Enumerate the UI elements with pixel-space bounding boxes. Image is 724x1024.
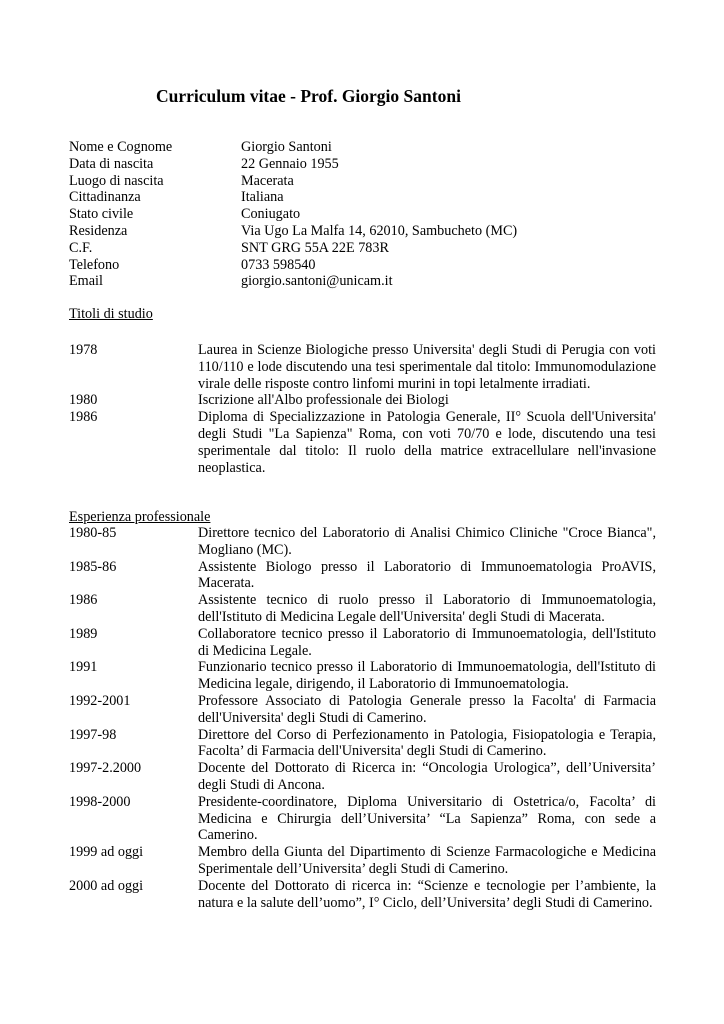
entry-text: Direttore tecnico del Laboratorio di Analisi Chimico Cliniche "Croce Bianca", Mogliano (MC). (198, 525, 656, 558)
entry-text: Laurea in Scienze Biologiche presso Universita' degli Studi di Perugia con voti 110/110 e lode discutendo una tesi sperimentale dal titolo: Immunomodulazione virale delle risposte contro linfomi murini in topi letalmente irradiati. (198, 342, 656, 392)
entry-text: Collaboratore tecnico presso il Laboratorio di Immunoematologia, dell'Istituto di Medicina Legale. (198, 625, 656, 659)
entry-year: 1989 (69, 625, 98, 642)
esperienza-entry (69, 794, 656, 844)
entry-year: 1986 (69, 592, 98, 609)
entry-year: 1985-86 (69, 558, 117, 575)
personal-value: Via Ugo La Malfa 14, 62010, Sambucheto (MC) (241, 222, 518, 239)
personal-value: Coniugato (241, 206, 301, 223)
titoli-section (69, 342, 656, 476)
entry-text: Docente del Dottorato di Ricerca in: “Oncologia Urologica”, dell’Universita’ degli Studi di Ancona. (198, 760, 656, 793)
esperienza-heading: Esperienza professionale (69, 509, 211, 525)
entry-text: Diploma di Specializzazione in Patologia Generale, II° Scuola dell'Universita' degli Studi "La Sapienza" Roma, con voti 70/70 e lode, discutendo una tesi sperimentale dal titolo: Il ruolo della matrice extracellulare nell'invasione neoplastica. (198, 409, 656, 476)
entry-text: Presidente-coordinatore, Diploma Universitario di Ostetrica/o, Facolta’ di Medicina e Chirurgia dell’Universita’ “La Sapienza” Roma, con sede a Camerino. (198, 793, 656, 844)
entry-year: 1998-2000 (69, 793, 131, 810)
personal-row (69, 139, 669, 156)
entry-text: Assistente Biologo presso il Laboratorio di Immunoematologia ProAVIS, Macerata. (198, 558, 656, 592)
entry-text: Assistente tecnico di ruolo presso il Laboratorio di Immunoematologia, dell'Istituto di Medicina Legale dell'Universita' degli Studi di Macerata. (198, 592, 656, 625)
personal-label: Residenza (69, 222, 128, 239)
personal-row (69, 273, 669, 290)
personal-label: Email (69, 273, 103, 290)
titoli-entry (69, 392, 656, 409)
personal-row (69, 173, 669, 190)
titoli-entry (69, 409, 656, 476)
entry-year: 1997-98 (69, 726, 117, 743)
personal-label: Nome e Cognome (69, 139, 173, 155)
entry-year: 1991 (69, 659, 98, 676)
entry-year: 1978 (69, 342, 98, 358)
personal-label: Luogo di nascita (69, 172, 164, 189)
personal-value: giorgio.santoni@unicam.it (241, 273, 393, 290)
personal-row (69, 257, 669, 274)
entry-year: 1992-2001 (69, 692, 131, 709)
personal-label: C.F. (69, 239, 93, 256)
personal-value: SNT GRG 55A 22E 783R (241, 239, 389, 256)
entry-year: 1986 (69, 409, 98, 426)
esperienza-entry (69, 559, 656, 593)
personal-label: Telefono (69, 256, 120, 273)
entry-text: Funzionario tecnico presso il Laboratorio di Immunoematologia, dell'Istituto di Medicina legale, dirigendo, il Laboratorio di Immunoematologia. (198, 659, 656, 693)
entry-text: Iscrizione all'Albo professionale dei Biologi (198, 392, 449, 409)
personal-row (69, 240, 669, 257)
esperienza-section (69, 525, 656, 911)
esperienza-entry (69, 525, 656, 559)
entry-text: Professore Associato di Patologia Generale presso la Facolta' di Farmacia dell'Universita' degli Studi di Camerino. (198, 692, 656, 726)
entry-text: Membro della Giunta del Dipartimento di Scienze Farmacologiche e Medicina Sperimentale dell’Universita’ degli Studi di Camerino. (198, 844, 656, 877)
esperienza-entry (69, 659, 656, 693)
personal-label: Cittadinanza (69, 189, 141, 206)
titoli-heading: Titoli di studio (69, 306, 153, 322)
personal-value: Macerata (241, 172, 294, 189)
entry-year: 1980 (69, 392, 98, 409)
entry-year: 1997-2.2000 (69, 760, 142, 777)
personal-row (69, 189, 669, 206)
entry-year: 2000 ad oggi (69, 877, 144, 894)
esperienza-entry (69, 727, 656, 761)
personal-row (69, 156, 669, 173)
entry-year: 1999 ad oggi (69, 844, 144, 861)
personal-label: Stato civile (69, 206, 134, 223)
entry-text: Docente del Dottorato di ricerca in: “Scienze e tecnologie per l’ambiente, la natura e la salute dell’uomo”, I° Ciclo, dell’Universita’ degli Studi di Camerino. (198, 877, 656, 911)
personal-row (69, 206, 669, 223)
personal-value: 0733 598540 (241, 256, 316, 273)
esperienza-entry (69, 693, 656, 727)
entry-text: Direttore del Corso di Perfezionamento in Patologia, Fisiopatologia e Terapia, Facolta’ di Farmacia dell'Universita' degli Studi di Camerino. (198, 726, 656, 760)
personal-value: Giorgio Santoni (241, 139, 332, 155)
personal-info (69, 139, 669, 290)
entry-year: 1980-85 (69, 525, 117, 541)
personal-value: 22 Gennaio 1955 (241, 155, 339, 172)
personal-value: Italiana (241, 189, 284, 206)
esperienza-entry (69, 592, 656, 626)
esperienza-entry (69, 844, 656, 878)
titoli-entry (69, 342, 656, 392)
esperienza-entry (69, 878, 656, 912)
esperienza-entry (69, 626, 656, 660)
personal-label: Data di nascita (69, 155, 154, 172)
esperienza-entry (69, 760, 656, 794)
personal-row (69, 223, 669, 240)
page-title: Curriculum vitae - Prof. Giorgio Santoni (156, 86, 461, 106)
